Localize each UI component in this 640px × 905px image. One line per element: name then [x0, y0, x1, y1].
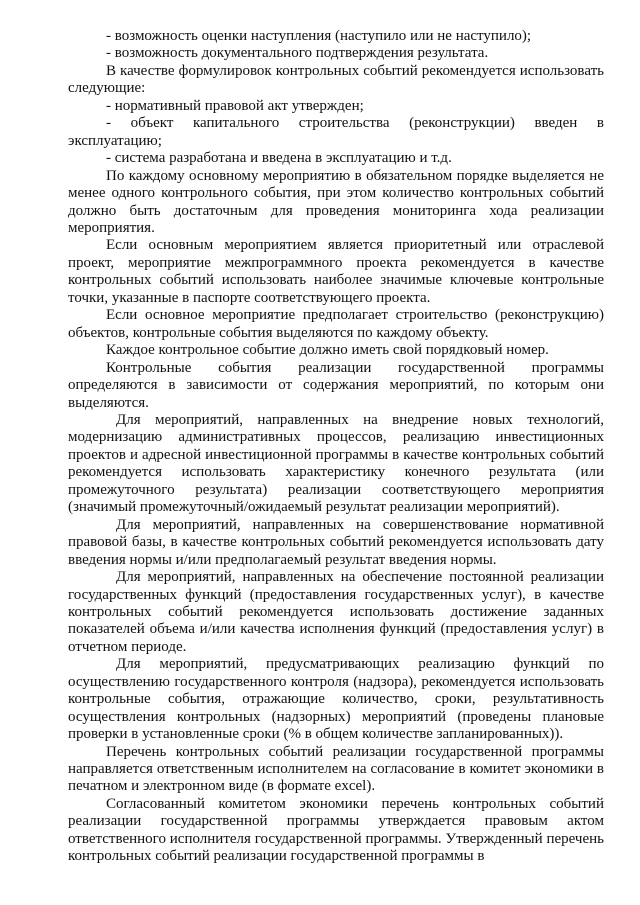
paragraph-new-technologies: Для мероприятий, направленных на внедрение новых технологий, модернизацию административных процессов, реализацию инвестиционных проектов и адресной инвестиционной программы в качестве контрольных событий рекомендуется использовать характеристику конечного результата (или промежуточного результата) реализации соответствующего мероприятия (значимый промежуточный/ожидаемый результат реализации мероприятий).	[68, 411, 604, 516]
paragraph-formulations: В качестве формулировок контрольных событий рекомендуется использовать следующие:	[68, 62, 604, 97]
paragraph-each-main-activity: По каждому основному мероприятию в обязательном порядке выделяется не менее одного контрольного события, при этом количество контрольных событий должно быть достаточным для проведения мониторинга хода реализации мероприятия.	[68, 167, 604, 236]
bullet-item-documentation: - возможность документального подтверждения результата.	[106, 45, 489, 62]
bullet-item-assessment: - возможность оценки наступления (наступило или не наступило);	[106, 28, 532, 44]
paragraph-construction-objects: Если основное мероприятие предполагает строительство (реконструкцию) объектов, контрольные события выделяются по каждому объекту.	[68, 307, 604, 341]
document-page	[68, 28, 604, 866]
paragraph-list-approval-submission: Перечень контрольных событий реализации государственной программы направляется ответственным исполнителем на согласование в комитет экономики в печатном и электронном виде (в формате excel).	[68, 743, 604, 795]
paragraph-sequence-number: Каждое контрольное событие должно иметь свой порядковый номер.	[106, 342, 549, 359]
paragraph-approved-list: Согласованный комитетом экономики перечень контрольных событий реализации государственной программы утверждается правовым актом ответственного исполнителя государственной программы. Утвержденный перечень контрольных событий реализации государственной программы в	[68, 795, 604, 865]
paragraph-state-functions: Для мероприятий, направленных на обеспечение постоянной реализации государственных функций (предоставления государственных услуг), в качестве контрольных событий рекомендуется использовать достижение заданных показателей объема и/или качества исполнения функций (предоставления услуг) в отчетном периоде.	[68, 569, 604, 655]
paragraph-priority-project: Если основным мероприятием является приоритетный или отраслевой проект, мероприятие межпрограммного проекта рекомендуется в качестве контрольных событий использовать наиболее значимые ключевые контрольные точки, указанные в паспорте соответствующего проекта.	[68, 237, 604, 306]
paragraph-regulatory-base: Для мероприятий, направленных на совершенствование нормативной правовой базы, в качестве контрольных событий рекомендуется использовать дату введения нормы и/или предполагаемый результат введения нормы.	[68, 516, 604, 568]
bullet-item-system: - система разработана и введена в эксплуатацию и т.д.	[106, 150, 452, 167]
bullet-item-construction: - объект капитального строительства (реконструкции) введен в эксплуатацию;	[68, 115, 604, 149]
paragraph-state-control: Для мероприятий, предусматривающих реализацию функций по осуществлению государственного контроля (надзора), рекомендуется использовать контрольные события, отражающие количество, сроки, результативность осуществления контрольных (надзорных) мероприятий (проведены плановые проверки в установленные сроки (% в общем количестве запланированных)).	[68, 656, 604, 743]
paragraph-determination: Контрольные события реализации государственной программы определяются в зависимости от содержания мероприятий, по которым они выделяются.	[68, 359, 604, 411]
bullet-item-legal-act: - нормативный правовой акт утвержден;	[106, 97, 364, 114]
